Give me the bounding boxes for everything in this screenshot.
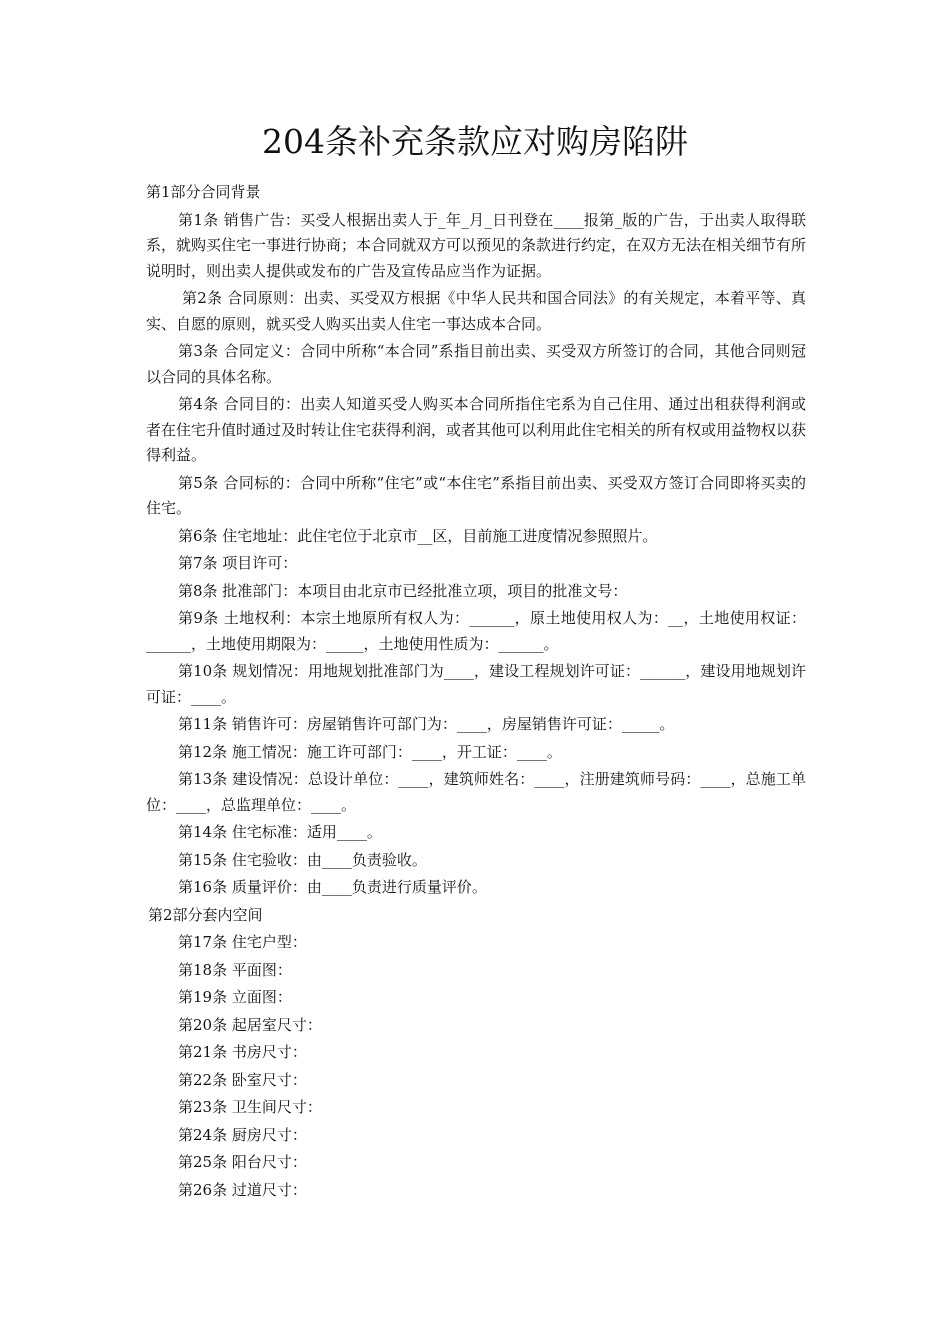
clause-paragraph: 第17条 住宅户型： bbox=[178, 933, 307, 951]
clause-paragraph: 第22条 卧室尺寸： bbox=[178, 1070, 307, 1089]
clause-paragraph: 第8条 批准部门：本项目由北京市已经批准立项，项目的批准文号： bbox=[178, 581, 628, 600]
clause-paragraph: 第25条 阳台尺寸： bbox=[178, 1153, 307, 1171]
clause-paragraph: 第21条 书房尺寸： bbox=[178, 1043, 307, 1061]
clause-paragraph: 第11条 销售许可：房屋销售许可部门为：____，房屋销售许可证：_____。 bbox=[178, 715, 675, 733]
clause-paragraph: 第3条 合同定义：合同中所称“本合同”系指目前出卖、买受双方所签订的合同，其他合同则冠以合同的具体名称。 bbox=[146, 342, 806, 386]
clause-paragraph: 第2条 合同原则：出卖、买受双方根据《中华人民共和国合同法》的有关规定，本着平等、真实、自愿的原则，就买受人购买出卖人住宅一事达成本合同。 bbox=[146, 289, 806, 333]
clause-paragraph: 第13条 建设情况：总设计单位：____，建筑师姓名：____，注册建筑师号码：____，总施工单位：____，总监理单位：____。 bbox=[146, 770, 806, 814]
clause-paragraph: 第24条 厨房尺寸： bbox=[178, 1125, 307, 1144]
clause-paragraph: 第16条 质量评价：由____负责进行质量评价。 bbox=[178, 878, 487, 896]
clause-paragraph: 第19条 立面图： bbox=[178, 988, 292, 1006]
clause-paragraph: 第15条 住宅验收：由____负责验收。 bbox=[178, 850, 427, 869]
clause-paragraph: 第20条 起居室尺寸： bbox=[178, 1015, 322, 1034]
clause-paragraph: 第14条 住宅标准：适用____。 bbox=[178, 823, 382, 841]
document-body bbox=[146, 180, 806, 1205]
clause-paragraph: 第26条 过道尺寸： bbox=[178, 1180, 307, 1199]
clause-paragraph: 第10条 规划情况：用地规划批准部门为____，建设工程规划许可证：______，建设用地规划许可证：____。 bbox=[146, 662, 806, 706]
section-heading: 第1部分合同背景 bbox=[146, 183, 261, 201]
clause-paragraph: 第23条 卫生间尺寸： bbox=[178, 1098, 322, 1116]
clause-paragraph: 第18条 平面图： bbox=[178, 960, 292, 979]
document-title: 204条补充条款应对购房陷阱 bbox=[262, 122, 688, 161]
clause-paragraph: 第4条 合同目的：出卖人知道买受人购买本合同所指住宅系为自己住用、通过出租获得利润或者在住宅升值时通过及时转让住宅获得利润，或者其他可以利用此住宅相关的所有权或用益物权以获得利益。 bbox=[146, 395, 807, 464]
clause-paragraph: 第9条 土地权利：本宗土地原所有权人为：______，原土地使用权人为：__，土地使用权证：______，土地使用期限为：_____，土地使用性质为：______。 bbox=[146, 609, 806, 653]
clause-paragraph: 第12条 施工情况：施工许可部门：____，开工证：____。 bbox=[178, 742, 562, 761]
clause-paragraph: 第5条 合同标的：合同中所称“住宅”或“本住宅”系指目前出卖、买受双方签订合同即将买卖的住宅。 bbox=[146, 473, 806, 517]
section-heading: 第2部分套内空间 bbox=[148, 905, 263, 924]
clause-paragraph: 第6条 住宅地址：此住宅位于北京市__区，目前施工进度情况参照照片。 bbox=[178, 526, 658, 545]
clause-paragraph: 第1条 销售广告：买受人根据出卖人于_年_月_日刊登在____报第_版的广告，于出卖人取得联系，就购买住宅一事进行协商；本合同就双方可以预见的条款进行约定，在双方无法在相关细节有所说明时，则出卖人提供或发布的广告及宣传品应当作为证据。 bbox=[146, 210, 807, 280]
clause-paragraph: 第7条 项目许可： bbox=[178, 554, 298, 572]
